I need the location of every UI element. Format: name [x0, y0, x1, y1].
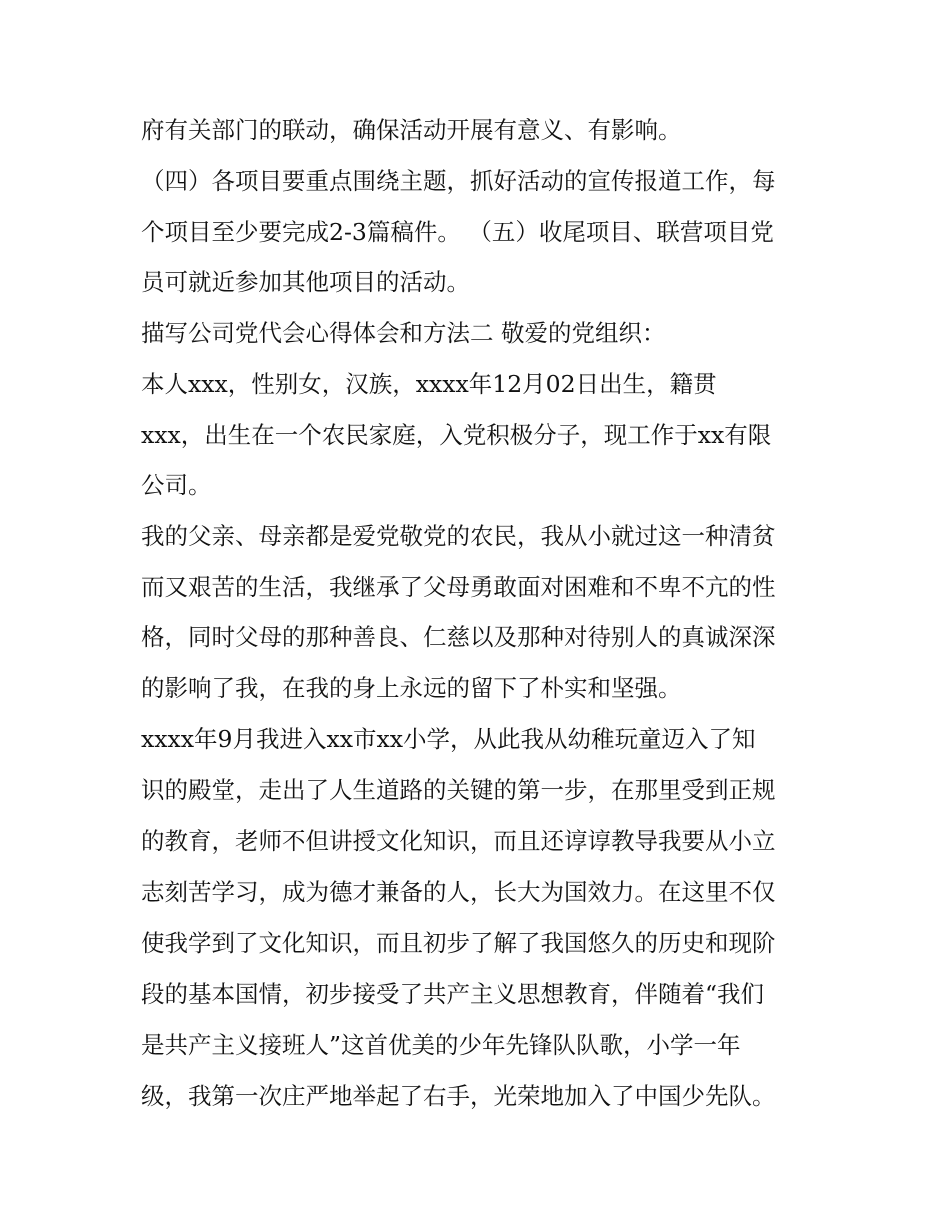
text-line: 我的父亲、母亲都是爱党敬党的农民，我从小就过这一种清贫 [141, 522, 776, 550]
section-heading: 描写公司党代会心得体会和方法二 敬爱的党组织： [141, 319, 666, 347]
text-line: 是共产主义接班人”这首优美的少年先锋队队歌，小学一年 [141, 1031, 741, 1059]
text-line: 使我学到了文化知识，而且初步了解了我国悠久的历史和现阶 [141, 929, 776, 957]
text-line: 员可就近参加其他项目的活动。 [141, 268, 470, 296]
text-line: 的教育，老师不但讲授文化知识，而且还谆谆教导我要从小立 [141, 827, 776, 855]
text-line: xxxx年9月我进入xx市xx小学，从此我从幼稚玩童迈入了知 [141, 725, 756, 753]
text-line: 识的殿堂，走出了人生道路的关键的第一步，在那里受到正规 [141, 776, 776, 804]
text-line: 个项目至少要完成2-3篇稿件。 （五）收尾项目、联营项目党 [141, 218, 774, 246]
text-line: 段的基本国情，初步接受了共产主义思想教育，伴随着“我们 [141, 980, 765, 1008]
text-line: （四）各项目要重点围绕主题，抓好活动的宣传报道工作，每 [141, 167, 776, 195]
text-line: 的影响了我，在我的身上永远的留下了朴实和坚强。 [141, 674, 682, 702]
text-line: xxx，出生在一个农民家庭，入党积极分子，现工作于xx有限 [141, 421, 772, 449]
text-line: 本人xxx，性别女，汉族，xxxx年12月02日出生，籍贯 [141, 370, 717, 398]
text-line: 而又艰苦的生活，我继承了父母勇敢面对困难和不卑不亢的性 [141, 573, 776, 601]
text-line: 格，同时父母的那种善良、仁慈以及那种对待别人的真诚深深 [141, 623, 776, 651]
text-line: 公司。 [141, 471, 212, 499]
text-line: 府有关部门的联动，确保活动开展有意义、有影响。 [141, 116, 682, 144]
text-line: 志刻苦学习，成为德才兼备的人，长大为国效力。在这里不仅 [141, 878, 776, 906]
text-line: 级，我第一次庄严地举起了右手，光荣地加入了中国少先队。 [141, 1082, 776, 1110]
